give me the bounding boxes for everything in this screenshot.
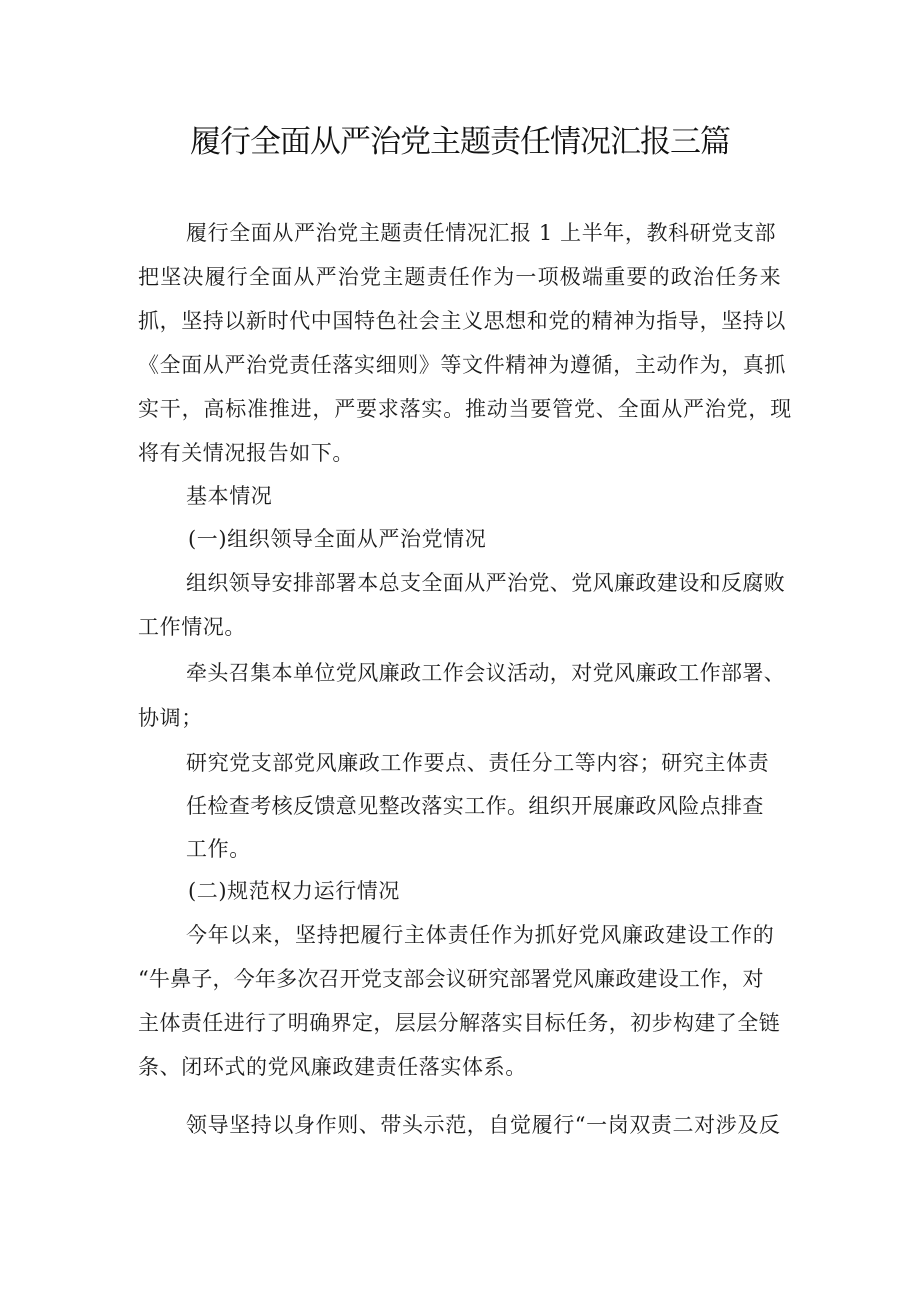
paragraph-line: 主体责任进行了明确界定，层层分解落实目标任务，初步构建了全链: [138, 1011, 780, 1035]
paragraph-line: 协调；: [138, 706, 203, 730]
subsection-heading: (一)组织领导全面从严治党情况: [188, 527, 487, 551]
paragraph-line: 将有关情况报告如下。: [138, 441, 354, 465]
paragraph-line: 牵头召集本单位党风廉政工作会议活动，对党风廉政工作部署、: [186, 661, 786, 685]
paragraph-line: 抓，坚持以新时代中国特色社会主义思想和党的精神为指导，坚持以: [138, 309, 786, 333]
section-heading: 基本情况: [186, 484, 273, 508]
paragraph-line: 领导坚持以身作则、带头示范，自觉履行“一岗双责二对涉及反: [186, 1113, 781, 1137]
subsection-heading: (二)规范权力运行情况: [188, 879, 400, 903]
paragraph-line: “牛鼻子，今年多次召开党支部会议研究部署党风廉政建设工作，对: [138, 967, 764, 991]
paragraph-line: 履行全面从严治党主题责任情况汇报 1 上半年，教科研党支部: [186, 221, 777, 245]
paragraph-line: 任检查考核反馈意见整改落实工作。组织开展廉政风险点排查: [186, 794, 764, 818]
paragraph-line: 组织领导安排部署本总支全面从严治党、党风廉政建设和反腐败: [186, 571, 786, 595]
paragraph-line: 今年以来，坚持把履行主体责任作为抓好党风廉政建设工作的: [186, 923, 775, 947]
paragraph-line: 工作。: [186, 837, 251, 861]
paragraph-line: 把坚决履行全面从严治党主题责任作为一项极端重要的政治任务来: [138, 265, 782, 289]
document-title: 履行全面从严治党主题责任情况汇报三篇: [190, 124, 730, 160]
paragraph-line: 研究党支部党风廉政工作要点、责任分工等内容；研究主体责: [186, 751, 770, 775]
paragraph-line: 工作情况。: [138, 615, 246, 639]
paragraph-line: 条、闭环式的党风廉政建责任落实体系。: [138, 1055, 527, 1079]
paragraph-line: 《全面从严治党责任落实细则》等文件精神为遵循，主动作为，真抓: [138, 353, 786, 377]
paragraph-line: 实干，高标准推进，严要求落实。推动当要管党、全面从严治党，现: [138, 397, 792, 421]
